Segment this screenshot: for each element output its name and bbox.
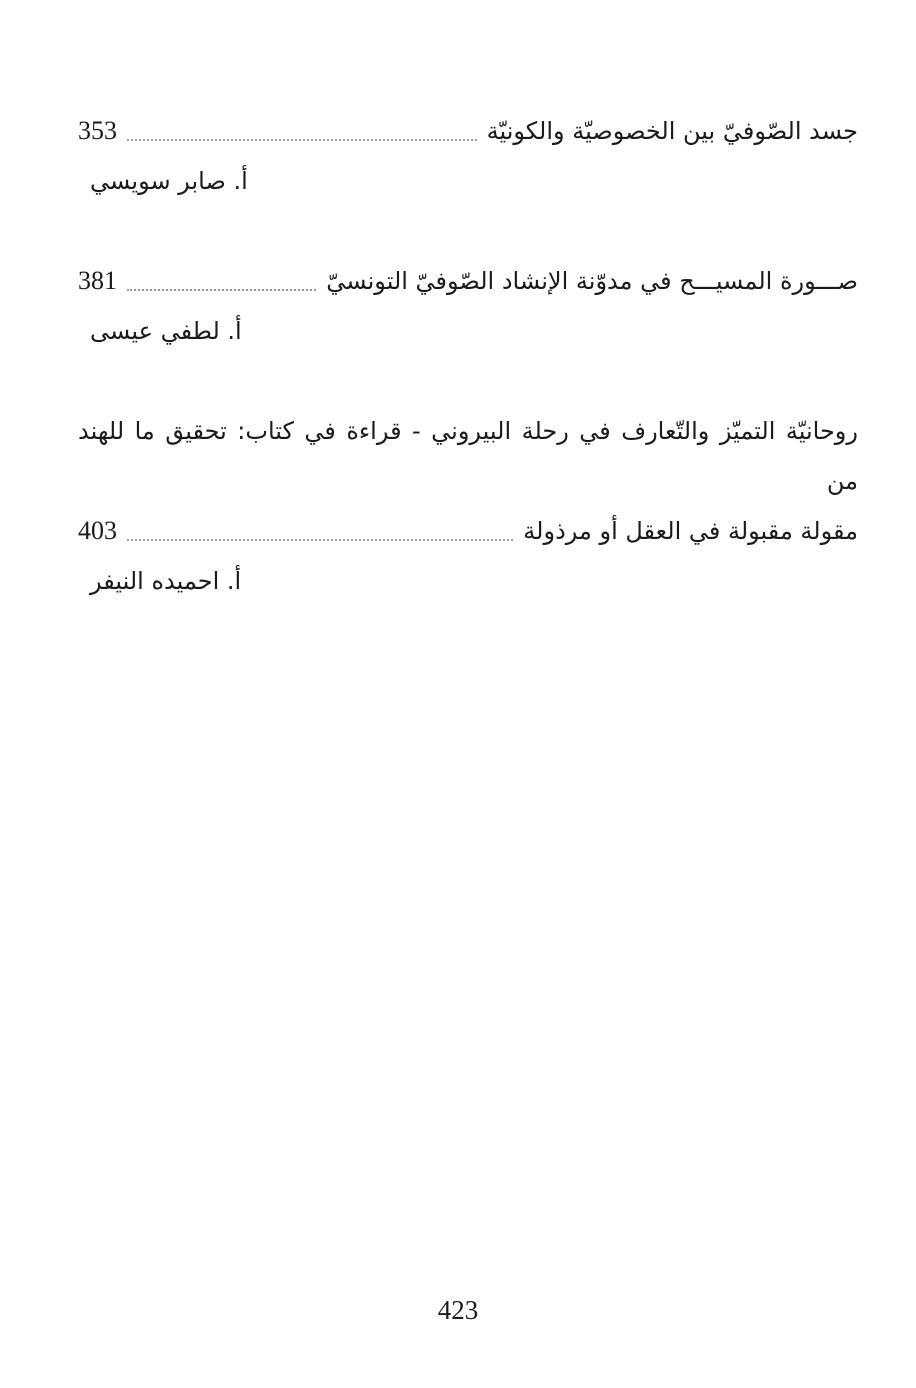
dot-leader [127,539,513,541]
dot-leader [127,139,477,141]
toc-entry-title-line-2: مقولة مقبولة في العقل أو مرذولة [523,517,858,545]
toc-entry-author: أ. احميده النيفر [90,567,242,595]
table-of-contents [78,106,858,656]
toc-entry-title-row [78,106,858,156]
toc-entry-2 [78,256,858,356]
dot-leader [127,289,316,291]
toc-entry-title: جسد الصّوفيّ بين الخصوصيّة والكونيّة [486,117,858,145]
folio-page-number: 423 [437,1295,479,1325]
toc-entry-author: أ. صابر سويسي [90,167,248,195]
toc-entry-page-number: 403 [78,516,117,545]
toc-entry-title: صـــورة المسيـــح في مدوّنة الإنشاد الصّوفيّ التونسيّ [326,267,858,295]
toc-entry-title-row [78,256,858,306]
toc-entry-page-number: 381 [78,266,117,295]
toc-entry-page-number: 353 [78,116,117,145]
toc-entry-1 [78,106,858,206]
toc-entry-3 [78,406,858,606]
toc-entry-title-line-1: روحانيّة التميّز والتّعارف في رحلة البيروني - قراءة في كتاب: تحقيق ما للهند من [78,417,858,495]
page-footer [0,1294,916,1326]
toc-entry-author: أ. لطفي عيسى [90,317,242,345]
toc-entry-title-row [78,506,858,556]
